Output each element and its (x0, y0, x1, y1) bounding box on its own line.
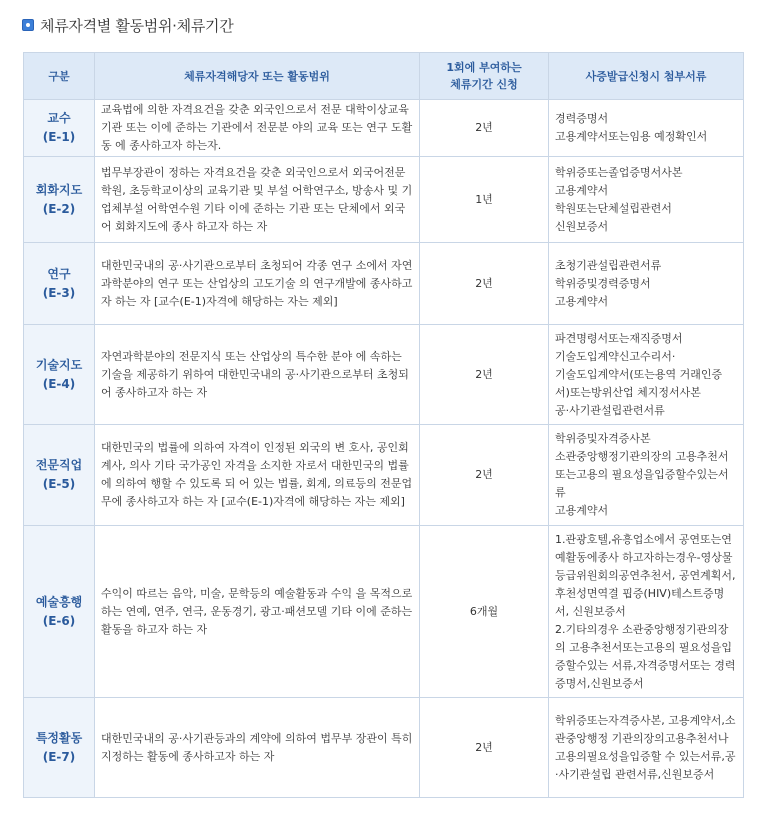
header-scope: 체류자격해당자 또는 활동범위 (95, 53, 420, 100)
row-category (24, 526, 95, 698)
row-period: 2년 (420, 425, 549, 526)
doc-item: 소관중앙행정기관의장의 고용추천서또는고용의 필요성을입증할수있는서류 (555, 450, 729, 499)
doc-item: 경력증명서 (555, 112, 609, 125)
row-scope: 대한민국내의 공·사기관등과의 계약에 의하여 법무부 장관이 특히 지정하는 활동에 종사하고자 하는 자 (95, 698, 420, 798)
doc-item: 학원또는단체설립관련서 (555, 201, 672, 215)
row-docs (549, 157, 744, 243)
row-scope: 대한민국내의 공·사기관으로부터 초청되어 각종 연구 소에서 자연과학분야의 연구 또는 산업상의 고도기술 의 연구개발에 종사하고자 하는 자 [교수(E-1)자격에 해당하는 자는 제외] (95, 243, 420, 325)
category-name: 회화지도 (35, 182, 83, 197)
table-row (24, 425, 744, 526)
doc-item: 학위증또는자격증사본, 고용계약서,소관중앙행정 기관의장의고용추천서나 고용의필요성을입증할 수 있는서류,공·사기관설립 관련서류,신원보증서 (555, 713, 736, 781)
row-scope: 자연과학분야의 전문지식 또는 산업상의 특수한 분야 에 속하는 기술을 제공하기 위하여 대한민국내의 공·사기관으로부터 초청되어 종사하고자 하는 자 (95, 325, 420, 425)
header-period-line1: 1회에 부여하는 (446, 61, 522, 74)
doc-item: 학위증또는졸업증명서사본 (555, 165, 683, 179)
category-code: (E-6) (42, 613, 76, 628)
table-row (24, 100, 744, 157)
doc-item: 고용계약서 (555, 294, 609, 308)
row-docs (549, 526, 744, 698)
category-name: 전문직업 (35, 458, 83, 472)
row-period: 2년 (420, 325, 549, 425)
row-period: 1년 (420, 157, 549, 243)
visa-status-table (23, 52, 744, 798)
table-row (24, 243, 744, 325)
table-row (24, 325, 744, 425)
doc-item: 파견명령서또는재직증명서 (555, 331, 683, 345)
doc-item: 1.관광호텔,유흥업소에서 공연또는연예활동에종사 하고자하는경우-영상물 등급위원회의공연추천서, 공연계획서,후천성면역결 핍증(HIV)테스트증명서, 신원보증서 (555, 532, 736, 618)
category-code: (E-7) (42, 749, 76, 764)
row-category (24, 157, 95, 243)
category-name: 연구 (47, 266, 71, 281)
doc-item: 2.기타의경우 소관중앙행정기관의장의 고용추천서또는고용의 필요성을입증할수있는 서류,자격증명서또는 경력증명서,신원보증서 (555, 622, 736, 690)
row-category (24, 325, 95, 425)
header-period-line2: 체류기간 신청 (450, 78, 518, 91)
category-name: 예술흥행 (35, 594, 83, 609)
doc-item: 기술도입계약신고수리서· (555, 349, 676, 363)
row-docs (549, 325, 744, 425)
doc-item: 공·사기관설립관련서류 (555, 403, 665, 417)
table-row (24, 698, 744, 798)
row-docs (549, 243, 744, 325)
header-docs: 사증발급신청시 첨부서류 (549, 53, 744, 100)
row-scope: 수익이 따르는 음악, 미술, 문학등의 예술활동과 수익 을 목적으로 하는 연예, 연주, 연극, 운동경기, 광고·패션모델 기타 이에 준하는 활동을 하고자 하는 자 (95, 526, 420, 698)
row-category (24, 243, 95, 325)
header-period (420, 53, 549, 100)
doc-item: 고용계약서 (555, 183, 609, 197)
category-code: (E-4) (42, 376, 76, 391)
category-code: (E-2) (42, 201, 76, 216)
bullet-icon (22, 19, 34, 31)
table-header-row (24, 53, 744, 100)
doc-item: 고용계약서또는임용 예정확인서 (555, 130, 708, 143)
table-row (24, 526, 744, 698)
doc-item: 기술도입계약서(또는용역 거래인증서)또는방위산업 체지정서사본 (555, 367, 723, 399)
doc-item: 학위증및자격증사본 (555, 432, 651, 445)
row-period: 2년 (420, 100, 549, 157)
table-row (24, 157, 744, 243)
category-code: (E-5) (42, 477, 76, 491)
row-docs (549, 698, 744, 798)
doc-item: 학위증및경력증명서 (555, 276, 651, 290)
row-period: 6개월 (420, 526, 549, 698)
header-category: 구분 (24, 53, 95, 100)
doc-item: 신원보증서 (555, 219, 609, 233)
category-code: (E-1) (42, 130, 76, 144)
category-name: 특정활동 (35, 730, 83, 745)
row-period: 2년 (420, 243, 549, 325)
row-period: 2년 (420, 698, 549, 798)
doc-item: 고용계약서 (555, 504, 609, 517)
row-docs (549, 425, 744, 526)
page-header (22, 14, 233, 36)
category-name: 교수 (47, 111, 71, 125)
row-scope: 교육법에 의한 자격요건을 갖춘 외국인으로서 전문 대학이상교육기관 또는 이에 준하는 기관에서 전문분 야의 교육 또는 연구 도활동 에 종사하고자 하는자. (95, 100, 420, 157)
category-name: 기술지도 (35, 357, 83, 372)
row-category (24, 100, 95, 157)
row-category (24, 425, 95, 526)
row-scope: 대한민국의 법률에 의하여 자격이 인정된 외국의 변 호사, 공인회계사, 의사 기타 국가공인 자격을 소지한 자로서 대한민국의 법률에 의하여 행할 수 있도록 되 어 있는 법률, 회계, 의료등의 전문업무에 종사하고자 하는 자 [교수(E-1)자격에 해당하는 자는 제외] (95, 425, 420, 526)
page-title: 체류자격별 활동범위·체류기간 (40, 16, 234, 35)
row-scope: 법무부장관이 정하는 자격요건을 갖춘 외국인으로서 외국어전문학원, 초등학교이상의 교육기관 및 부설 어학연구소, 방송사 및 기업체부설 어학연수원 기타 이에 준하는 기관 또는 단체에서 외국어 회화지도에 종사 하고자 하는 자 (95, 157, 420, 243)
doc-item: 초청기관설립관련서류 (555, 258, 662, 272)
row-docs (549, 100, 744, 157)
row-category (24, 698, 95, 798)
category-code: (E-3) (42, 285, 76, 300)
